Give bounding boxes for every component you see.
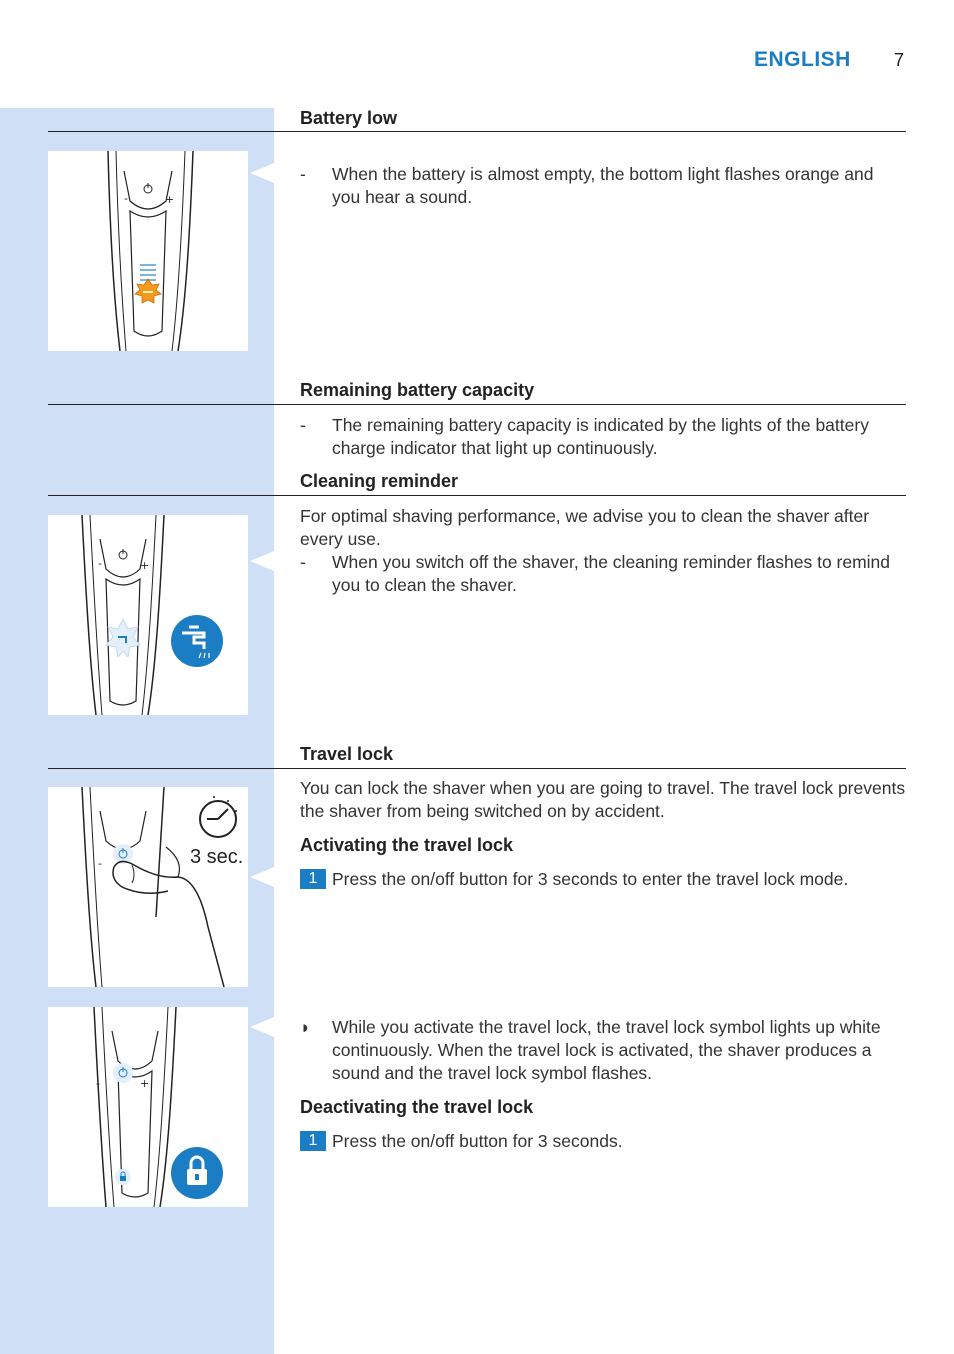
battery-low-orange-icon [135,265,161,303]
section-divider [48,768,906,769]
illustration-activating-lock [48,787,248,987]
minus-sign: - [98,857,102,870]
step-text: Press the on/off button for 3 seconds to enter the travel lock mode. [332,869,849,889]
step-number-badge: 1 [300,1131,326,1151]
cleaning-reminder-heading: Cleaning reminder [300,471,459,491]
callout-pointer [250,551,274,571]
bullet-mark: - [300,415,306,435]
plus-sign: + [140,559,150,572]
lock-icon [171,1147,223,1199]
illustration-battery-low [48,151,248,351]
remaining-capacity-text [300,414,906,460]
power-icon [144,183,152,193]
activating-result [300,1016,906,1085]
minus-sign: - [124,192,128,205]
bullet-mark: - [300,164,306,184]
timer-icon [200,796,237,837]
list-item [300,1130,906,1153]
callout-pointer [250,163,274,183]
minus-sign: - [96,1077,100,1090]
tap-icon [171,615,223,667]
small-lock-icon [115,1169,131,1185]
callout-pointer [250,867,274,887]
page-number: 7 [894,50,905,70]
plus-sign: + [165,193,175,206]
battery-low-text [300,163,906,209]
paragraph: For optimal shaving performance, we advise you to clean the shaver after every use. [300,506,870,549]
language-label: ENGLISH [754,48,851,71]
activating-step [300,868,906,891]
illustration-cleaning-reminder [48,515,248,715]
battery-low-heading: Battery low [300,108,398,128]
result-mark: ◗ [300,1017,311,1037]
bullet-text: When the battery is almost empty, the bottom light flashes orange and you hear a sound. [332,164,874,207]
deactivating-step [300,1130,906,1153]
bullet-text: When you switch off the shaver, the cleaning reminder flashes to remind you to clean the shaver. [332,552,891,595]
section-divider [48,131,906,132]
illustration-lock-symbol [48,1007,248,1207]
plus-sign: + [140,1077,150,1090]
power-icon [119,549,127,559]
cleaning-reminder-text [300,505,906,597]
remaining-capacity-heading: Remaining battery capacity [300,380,535,400]
power-icon [113,1063,133,1083]
result-text: While you activate the travel lock, the travel lock symbol lights up white continuously. When the travel lock is activated, the shaver produces a sound and the travel lock symbol flashes. [332,1017,881,1083]
small-tap-glow-icon [106,619,140,657]
callout-pointer [250,1017,274,1037]
list-item [300,868,906,891]
section-divider [48,495,906,496]
step-number-badge: 1 [300,869,326,889]
section-divider [48,404,906,405]
activating-heading: Activating the travel lock [300,835,514,855]
list-item [300,1016,906,1085]
list-item [300,551,906,597]
travel-lock-intro: You can lock the shaver when you are going to travel. The travel lock prevents the shaver from being switched on by accident. [300,778,906,821]
deactivating-heading: Deactivating the travel lock [300,1097,534,1117]
timer-label: 3 sec. [190,846,244,868]
minus-sign: - [98,557,102,570]
hand-press-icon [113,847,224,987]
list-item [300,163,906,209]
bullet-mark: - [300,552,306,572]
bullet-text: The remaining battery capacity is indicated by the lights of the battery charge indicator that light up continuously. [332,415,869,458]
step-text: Press the on/off button for 3 seconds. [332,1131,623,1151]
list-item [300,414,906,460]
travel-lock-heading: Travel lock [300,744,394,764]
